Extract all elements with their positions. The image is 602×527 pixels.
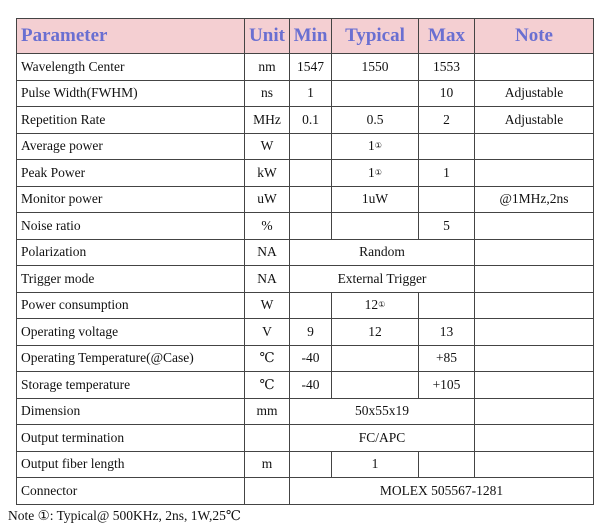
note-cell-text: Adjustable <box>504 111 564 127</box>
min-cell <box>290 186 332 213</box>
value-span-cell-text: External Trigger <box>337 270 427 286</box>
table-row <box>17 133 594 160</box>
note-cell <box>475 425 594 452</box>
unit-cell <box>245 186 290 213</box>
note-cell <box>475 451 594 478</box>
unit-cell-text: W <box>260 138 274 154</box>
typical-cell-text: 1uW <box>361 191 389 207</box>
param-cell-text: Monitor power <box>21 191 103 207</box>
footnote: Note ①: Typical@ 500KHz, 2ns, 1W,25℃ <box>8 508 241 523</box>
footnote-mark: ① <box>374 141 382 151</box>
max-cell <box>419 345 475 372</box>
unit-cell-text: mm <box>256 403 278 419</box>
param-cell <box>17 398 245 425</box>
header-unit: Unit <box>245 19 290 54</box>
note-cell-text: Adjustable <box>504 85 564 101</box>
unit-cell <box>245 213 290 240</box>
param-cell <box>17 319 245 346</box>
unit-cell-text: ℃ <box>259 350 275 366</box>
table-row <box>17 186 594 213</box>
typical-cell <box>332 292 419 319</box>
typical-cell <box>332 319 419 346</box>
min-cell <box>290 345 332 372</box>
max-cell-text: 10 <box>439 85 454 101</box>
typical-cell <box>332 345 419 372</box>
note-cell-text: @1MHz,2ns <box>499 191 569 207</box>
table-row <box>17 266 594 293</box>
max-cell-text: 1553 <box>433 58 460 74</box>
max-cell <box>419 133 475 160</box>
typical-cell <box>332 133 419 160</box>
param-cell <box>17 372 245 399</box>
param-cell-text: Connector <box>21 482 78 498</box>
value-span-cell <box>290 398 475 425</box>
typical-cell-text: 1 <box>368 138 375 154</box>
value-span-cell <box>290 425 475 452</box>
typical-cell <box>332 107 419 134</box>
note-cell <box>475 372 594 399</box>
typical-cell-text: 12 <box>364 297 379 313</box>
unit-cell-text: NA <box>257 244 277 260</box>
unit-cell <box>245 266 290 293</box>
unit-cell <box>245 372 290 399</box>
typical-cell-text: 1 <box>371 456 379 472</box>
param-cell-text: Operating voltage <box>21 323 119 339</box>
note-cell <box>475 160 594 187</box>
param-cell <box>17 266 245 293</box>
min-cell-text: -40 <box>301 350 320 366</box>
param-cell-text: Peak Power <box>21 164 86 180</box>
max-cell <box>419 186 475 213</box>
unit-cell-text: nm <box>258 58 276 74</box>
table-row <box>17 345 594 372</box>
param-cell <box>17 239 245 266</box>
unit-cell-text: % <box>261 217 273 233</box>
param-cell-text: Noise ratio <box>21 217 81 233</box>
param-cell-text: Dimension <box>21 403 81 419</box>
note-cell <box>475 80 594 107</box>
min-cell <box>290 107 332 134</box>
typical-cell-text: 0.5 <box>366 111 384 127</box>
max-cell-text: +85 <box>435 350 458 366</box>
spec-table <box>16 18 594 505</box>
unit-cell <box>245 107 290 134</box>
typical-cell <box>332 372 419 399</box>
param-cell-text: Output termination <box>21 429 125 445</box>
param-cell-text: Polarization <box>21 244 87 260</box>
max-cell <box>419 80 475 107</box>
typical-cell <box>332 186 419 213</box>
value-span-cell <box>290 478 594 505</box>
unit-cell <box>245 319 290 346</box>
min-cell <box>290 54 332 81</box>
unit-cell <box>245 451 290 478</box>
param-cell-text: Wavelength Center <box>21 58 125 74</box>
header-typical: Typical <box>332 19 419 54</box>
min-cell <box>290 319 332 346</box>
value-span-cell <box>290 239 475 266</box>
unit-cell <box>245 239 290 266</box>
unit-cell <box>245 398 290 425</box>
unit-cell <box>245 478 290 505</box>
table-row <box>17 425 594 452</box>
param-cell <box>17 451 245 478</box>
max-cell-text: 13 <box>439 323 454 339</box>
note-cell <box>475 239 594 266</box>
min-cell <box>290 451 332 478</box>
note-cell <box>475 107 594 134</box>
note-cell <box>475 54 594 81</box>
param-cell <box>17 292 245 319</box>
param-cell <box>17 478 245 505</box>
note-cell <box>475 213 594 240</box>
typical-cell <box>332 160 419 187</box>
table-row <box>17 107 594 134</box>
max-cell <box>419 160 475 187</box>
typical-cell-text: 12 <box>368 323 382 339</box>
param-cell <box>17 80 245 107</box>
param-cell <box>17 186 245 213</box>
param-cell-text: Trigger mode <box>21 270 95 286</box>
max-cell-text: 1 <box>443 164 450 180</box>
param-cell-text: Power consumption <box>21 297 129 313</box>
min-cell-text: 1 <box>307 85 314 101</box>
max-cell <box>419 213 475 240</box>
unit-cell-text: MHz <box>253 111 281 127</box>
param-cell-text: Storage temperature <box>21 376 131 392</box>
value-span-cell-text: Random <box>359 244 405 260</box>
unit-cell-text: ℃ <box>259 376 275 392</box>
min-cell <box>290 213 332 240</box>
param-cell <box>17 133 245 160</box>
header-max: Max <box>419 19 475 54</box>
min-cell-text: -40 <box>301 376 320 392</box>
table-row <box>17 80 594 107</box>
min-cell <box>290 160 332 187</box>
table-row <box>17 54 594 81</box>
max-cell <box>419 451 475 478</box>
table-row <box>17 478 594 505</box>
min-cell-text: 1547 <box>297 58 324 74</box>
unit-cell <box>245 425 290 452</box>
table-row <box>17 239 594 266</box>
param-cell-text: Repetition Rate <box>21 111 106 127</box>
note-cell <box>475 186 594 213</box>
typical-cell <box>332 451 419 478</box>
unit-cell <box>245 292 290 319</box>
max-cell-text: 5 <box>443 217 450 233</box>
table-row <box>17 319 594 346</box>
typical-cell-text: 1550 <box>361 58 389 74</box>
unit-cell <box>245 133 290 160</box>
unit-cell-text: V <box>262 323 272 339</box>
header-parameter: Parameter <box>17 19 245 54</box>
min-cell <box>290 292 332 319</box>
note-cell <box>475 398 594 425</box>
value-span-cell-text: MOLEX 505567-1281 <box>379 482 504 498</box>
min-cell <box>290 372 332 399</box>
param-cell-text: Pulse Width(FWHM) <box>21 85 138 101</box>
note-cell <box>475 319 594 346</box>
param-cell-text: Average power <box>21 138 103 154</box>
header-row <box>17 19 594 54</box>
max-cell <box>419 372 475 399</box>
param-cell <box>17 425 245 452</box>
typical-cell <box>332 80 419 107</box>
unit-cell <box>245 54 290 81</box>
note-cell <box>475 292 594 319</box>
table-row <box>17 398 594 425</box>
table-row <box>17 292 594 319</box>
table-row <box>17 160 594 187</box>
note-cell <box>475 133 594 160</box>
max-cell <box>419 107 475 134</box>
min-cell-text: 0.1 <box>302 111 319 127</box>
max-cell <box>419 292 475 319</box>
min-cell-text: 9 <box>307 323 314 339</box>
unit-cell-text: NA <box>257 270 277 286</box>
max-cell-text: 2 <box>443 111 450 127</box>
max-cell-text: +105 <box>432 376 461 392</box>
unit-cell-text: uW <box>257 191 277 207</box>
footnote-mark: ① <box>378 300 386 310</box>
max-cell <box>419 54 475 81</box>
note-cell <box>475 345 594 372</box>
header-note: Note <box>475 19 594 54</box>
param-cell <box>17 345 245 372</box>
param-cell-text: Output fiber length <box>21 456 125 472</box>
typical-cell <box>332 213 419 240</box>
unit-cell <box>245 80 290 107</box>
param-cell-text: Operating Temperature(@Case) <box>21 350 194 366</box>
table-row <box>17 451 594 478</box>
unit-cell <box>245 345 290 372</box>
value-span-cell-text: 50x55x19 <box>355 403 409 419</box>
param-cell <box>17 107 245 134</box>
value-span-cell <box>290 266 475 293</box>
typical-cell-text: 1 <box>368 164 375 180</box>
param-cell <box>17 213 245 240</box>
table-row <box>17 213 594 240</box>
min-cell <box>290 80 332 107</box>
spec-body <box>17 54 594 505</box>
unit-cell-text: ns <box>260 85 273 101</box>
param-cell <box>17 160 245 187</box>
table-row <box>17 372 594 399</box>
unit-cell-text: kW <box>257 164 277 180</box>
min-cell <box>290 133 332 160</box>
note-cell <box>475 266 594 293</box>
unit-cell-text: m <box>261 456 273 472</box>
value-span-cell-text: FC/APC <box>358 429 406 445</box>
unit-cell-text: W <box>260 297 274 313</box>
typical-cell <box>332 54 419 81</box>
param-cell <box>17 54 245 81</box>
header-min: Min <box>290 19 332 54</box>
footnote-mark: ① <box>374 167 382 177</box>
max-cell <box>419 319 475 346</box>
unit-cell <box>245 160 290 187</box>
